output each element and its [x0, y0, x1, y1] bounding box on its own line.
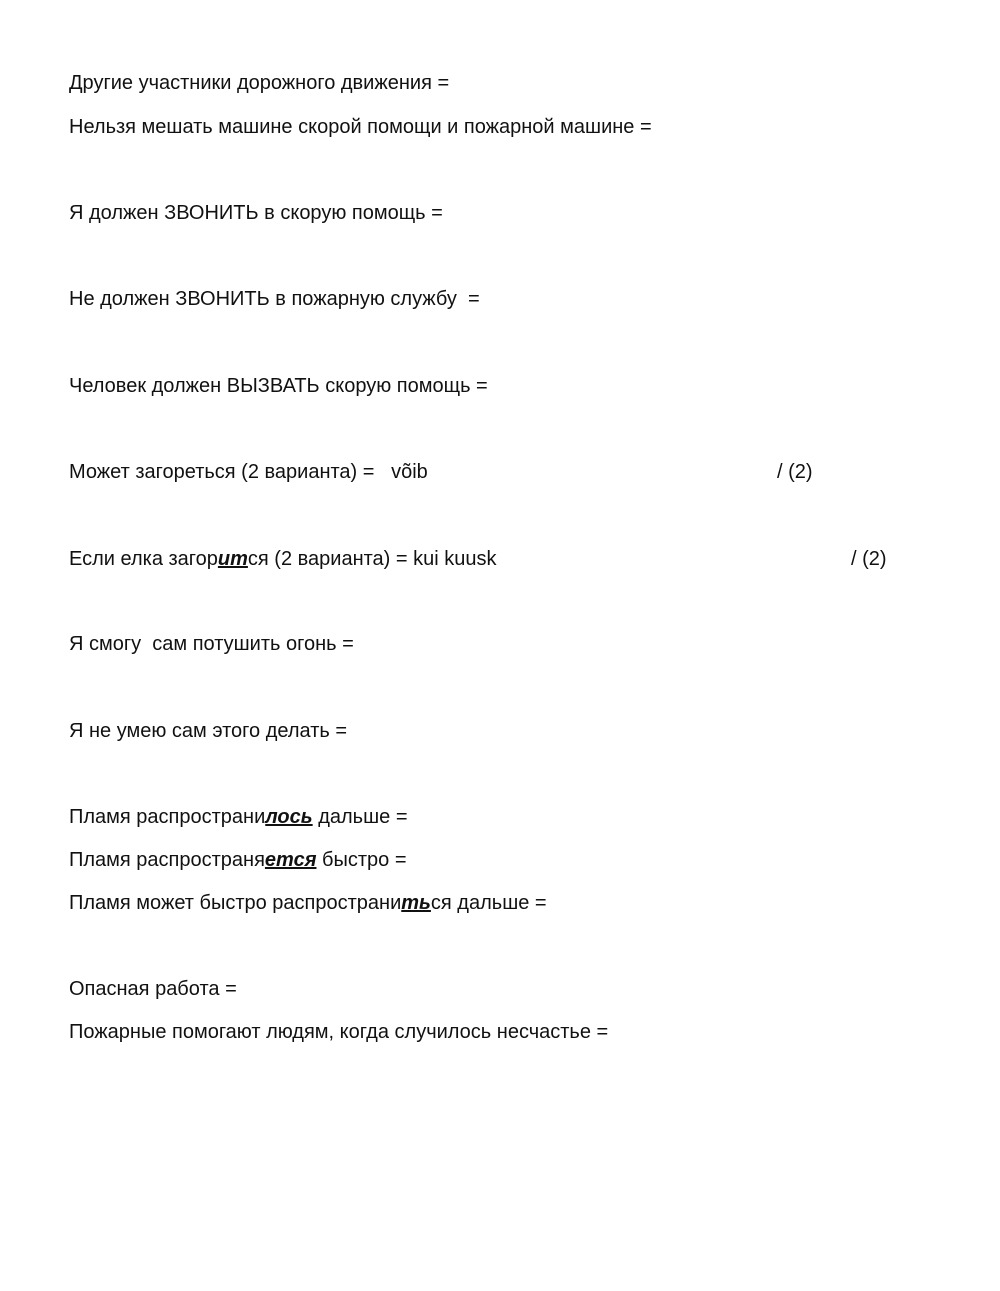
- worksheet-line: [69, 848, 407, 872]
- line-text: быстро =: [316, 849, 407, 871]
- line-text: Если елка загор: [69, 548, 218, 570]
- line-text: ся дальше =: [430, 892, 547, 914]
- points-label: / (2): [777, 461, 813, 483]
- line-text: Пламя распространи: [69, 806, 266, 828]
- line-text: ся (2 варианта) = kui kuusk: [247, 548, 497, 570]
- emphasized-ending: ется: [264, 849, 317, 871]
- emphasized-ending: ит: [217, 548, 248, 570]
- worksheet-line: Может загореться (2 варианта) = võib: [69, 461, 428, 483]
- worksheet-line: Я смогу сам потушить огонь =: [69, 633, 354, 655]
- worksheet-line: Другие участники дорожного движения =: [69, 72, 450, 94]
- points-label: / (2): [851, 548, 887, 570]
- emphasized-ending: лось: [265, 806, 313, 828]
- emphasized-ending: ть: [401, 892, 431, 914]
- line-text: Пламя распространя: [69, 849, 265, 871]
- worksheet-line: Я не умею сам этого делать =: [69, 720, 348, 742]
- worksheet-line: [69, 891, 547, 915]
- worksheet-line: Пожарные помогают людям, когда случилось несчастье =: [69, 1021, 609, 1043]
- worksheet-line: Не должен ЗВОНИТЬ в пожарную службу =: [69, 288, 480, 310]
- line-text: Пламя может быстро распространи: [69, 892, 402, 914]
- worksheet-line: Человек должен ВЫЗВАТЬ скорую помощь =: [69, 375, 488, 397]
- worksheet-line: [69, 805, 408, 829]
- worksheet-line: Нельзя мешать машине скорой помощи и пожарной машине =: [69, 116, 652, 138]
- worksheet-line: Я должен ЗВОНИТЬ в скорую помощь =: [69, 202, 443, 224]
- worksheet-line: Опасная работа =: [69, 978, 237, 1000]
- line-text: дальше =: [312, 806, 408, 828]
- worksheet-line: [69, 547, 497, 571]
